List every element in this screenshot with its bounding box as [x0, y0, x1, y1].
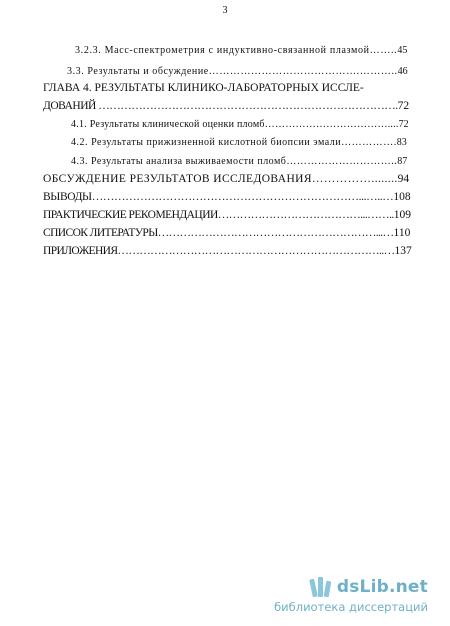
- toc-entry-page: 72: [398, 119, 409, 130]
- books-logo-icon: [309, 575, 333, 599]
- toc-entry-page: 108: [393, 191, 411, 203]
- toc-entry-page: 72: [397, 100, 410, 112]
- toc-entry-page: 137: [394, 245, 412, 257]
- toc-entry-page: 110: [393, 227, 411, 239]
- toc-entry-page: 87: [397, 156, 408, 167]
- page-number: 3: [222, 5, 228, 16]
- toc-entry-text: 3.3. Результаты и обсуждение…………………………………….………..: [67, 66, 398, 77]
- toc-entry-text: ОБСУЖДЕНИЕ РЕЗУЛЬТАТОВ ИССЛЕДОВАНИЯ……………........: [43, 173, 398, 185]
- toc-entry-chapter-4-line-2: [43, 99, 410, 113]
- toc-entry-4-1: [71, 119, 410, 131]
- toc-entry-3-2-3: [75, 45, 410, 57]
- toc-entry-discussion: [43, 172, 410, 186]
- toc-entry-text: ПРАКТИЧЕСКИЕ РЕКОМЕНДАЦИИ…………………………………...……..: [43, 209, 394, 221]
- watermark-brand: dsLib.net: [336, 577, 428, 597]
- toc-entry-text: ВЫВОДЫ………………………………………………………………...…..…: [43, 191, 394, 203]
- toc-entry-text: ГЛАВА 4. РЕЗУЛЬТАТЫ КЛИНИКО-ЛАБОРАТОРНЫХ ИССЛЕ-: [43, 82, 364, 94]
- toc-entry-chapter-4-line-1: [43, 81, 410, 95]
- toc-entry-references: [43, 226, 410, 240]
- toc-entry-4-3: [71, 156, 410, 168]
- toc-entry-page: 94: [397, 173, 410, 185]
- toc-entry-text: 3.2.3. Масс-спектрометрия с индуктивно-связанной плазмой……..: [75, 45, 398, 56]
- watermark: [274, 575, 428, 614]
- toc-entry-text: ПРИЛОЖЕНИЯ………………………………………………………………..…: [43, 245, 395, 257]
- toc-entry-text: 4.1. Результаты клинической оценки пломб………………………………....: [71, 119, 399, 130]
- toc-entry-text: ДОВАНИЙ ……………………………………………………………………….: [43, 100, 398, 112]
- toc-entry-page: 83: [396, 137, 407, 148]
- toc-entry-conclusions: [43, 190, 410, 204]
- toc-entry-text: 4.2. Результаты прижизненной кислотной биопсии эмали…………….: [71, 137, 397, 148]
- toc-entry-page: 46: [397, 66, 408, 77]
- toc-entry-text: 4.3. Результаты анализа выживаемости пломб…………………………..: [71, 156, 398, 167]
- toc-entry-3-3: [67, 66, 410, 78]
- toc-entry-recommendations: [43, 208, 410, 222]
- toc-entry-text: СПИСОК ЛИТЕРАТУРЫ……………………………………………………...…: [43, 227, 394, 239]
- watermark-subtitle: библиотека диссертаций: [274, 600, 428, 614]
- toc-entry-page: 109: [393, 209, 411, 221]
- toc-entry-appendix: [43, 244, 410, 258]
- toc-entry-4-2: [71, 137, 410, 149]
- toc-entry-page: 45: [397, 45, 408, 56]
